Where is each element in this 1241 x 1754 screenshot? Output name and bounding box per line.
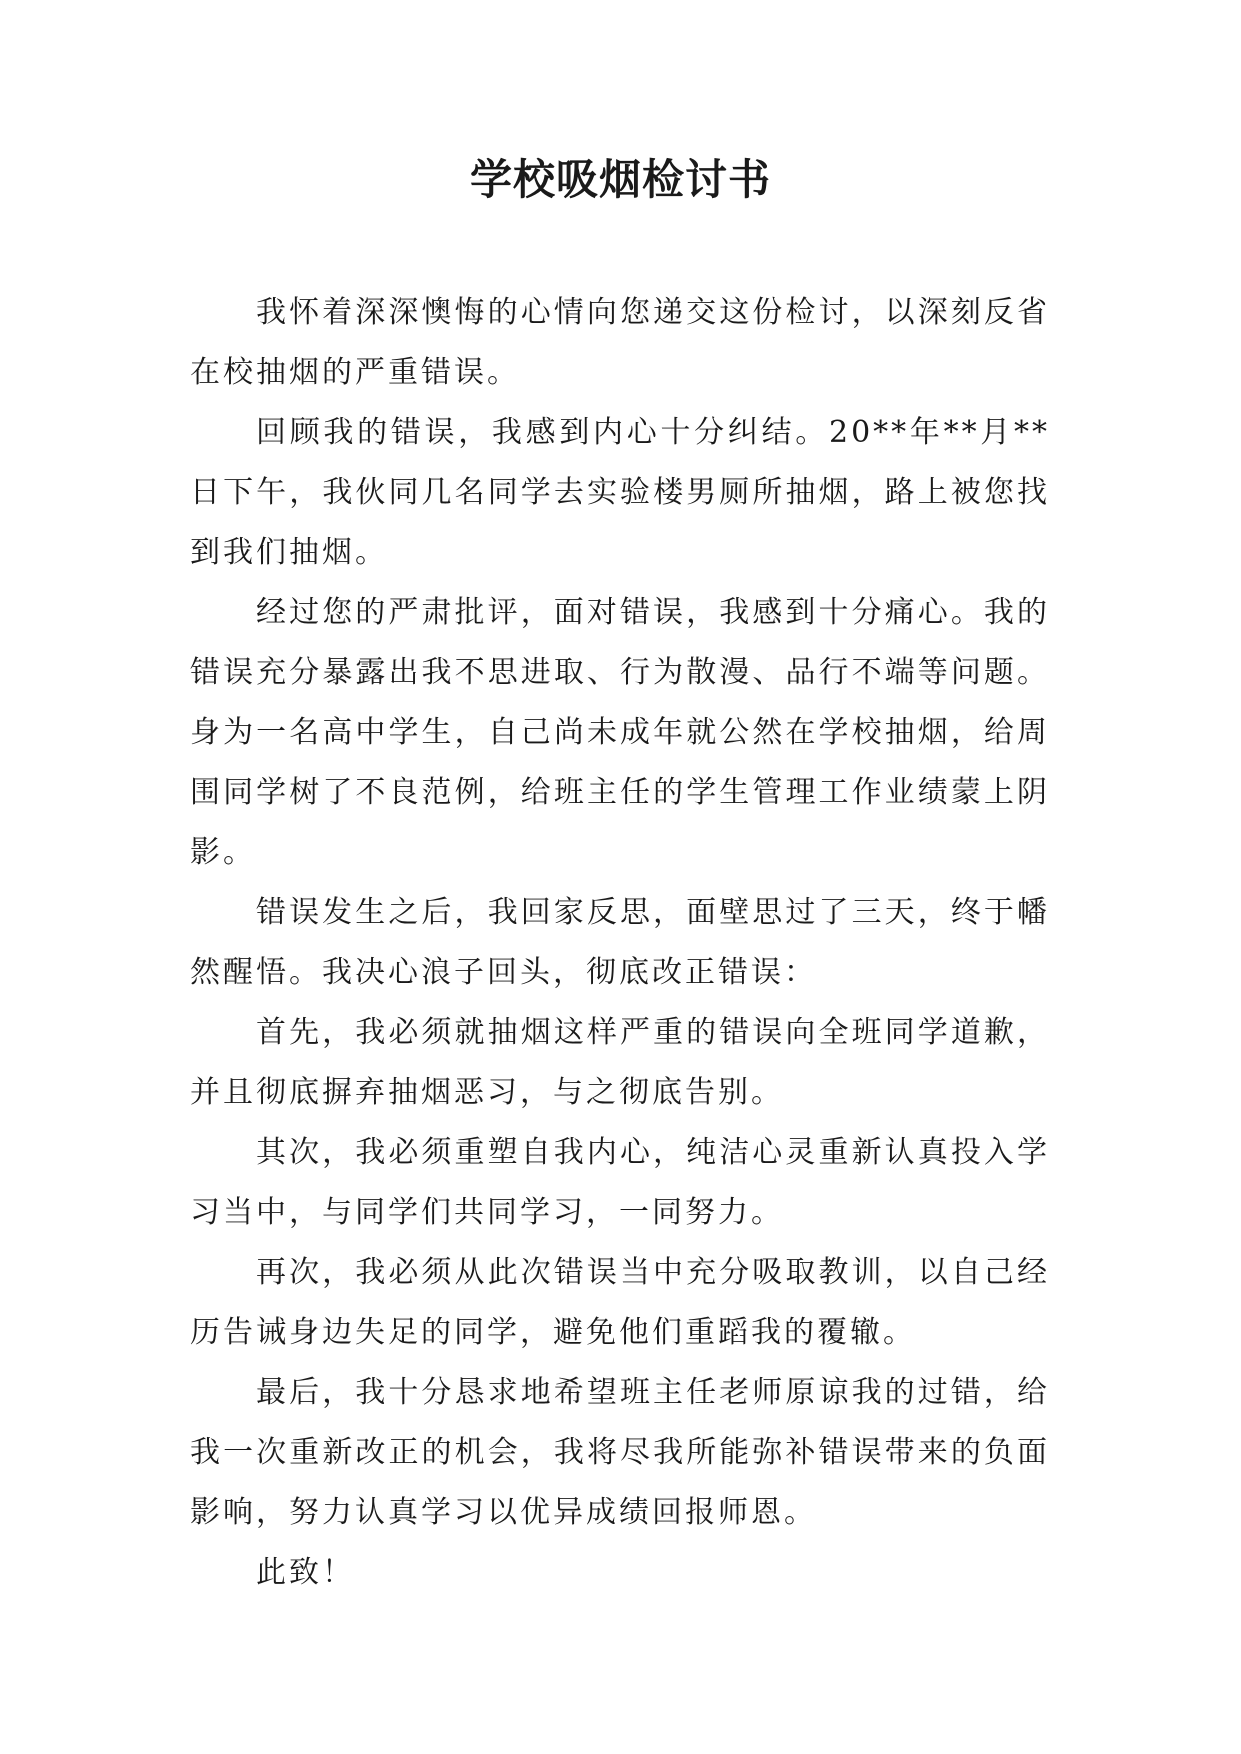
document-title: 学校吸烟检讨书 xyxy=(469,155,771,204)
paragraph-7: 再次，我必须从此次错误当中充分吸取教训，以自己经历告诫身边失足的同学，避免他们重蹈我的覆辙。 xyxy=(190,1255,1050,1350)
paragraph-6: 其次，我必须重塑自我内心，纯洁心灵重新认真投入学习当中，与同学们共同学习，一同努力。 xyxy=(190,1135,1050,1230)
paragraph-4: 错误发生之后，我回家反思，面壁思过了三天，终于幡然醒悟。我决心浪子回头，彻底改正错误： xyxy=(190,895,1050,990)
paragraph-3: 经过您的严肃批评，面对错误，我感到十分痛心。我的错误充分暴露出我不思进取、行为散漫、品行不端等问题。身为一名高中学生，自己尚未成年就公然在学校抽烟，给周围同学树了不良范例，给班主任的学生管理工作业绩蒙上阴影。 xyxy=(190,595,1050,870)
paragraph-2: 回顾我的错误，我感到内心十分纠结。20**年**月**日下午，我伙同几名同学去实验楼男厕所抽烟，路上被您找到我们抽烟。 xyxy=(190,415,1050,570)
document-body xyxy=(190,283,1050,1603)
paragraph-5: 首先，我必须就抽烟这样严重的错误向全班同学道歉，并且彻底摒弃抽烟恶习，与之彻底告别。 xyxy=(190,1015,1050,1110)
closing-salutation: 此致！ xyxy=(256,1555,355,1590)
paragraph-8: 最后，我十分恳求地希望班主任老师原谅我的过错，给我一次重新改正的机会，我将尽我所能弥补错误带来的负面影响，努力认真学习以优异成绩回报师恩。 xyxy=(190,1375,1050,1530)
paragraph-1: 我怀着深深懊悔的心情向您递交这份检讨，以深刻反省在校抽烟的严重错误。 xyxy=(190,295,1050,390)
